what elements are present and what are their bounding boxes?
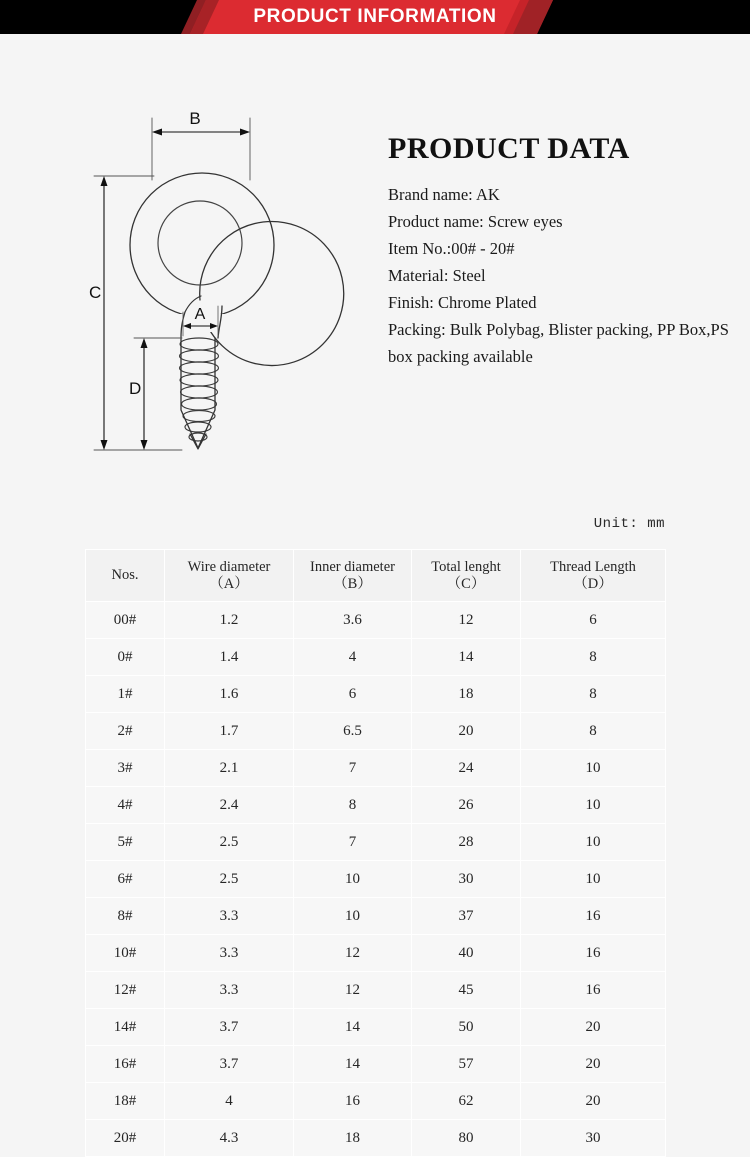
cell-value: 20 xyxy=(521,1083,666,1120)
cell-value: 50 xyxy=(412,1009,521,1046)
table-row xyxy=(86,1046,666,1083)
cell-value: 6 xyxy=(521,602,666,639)
table-row xyxy=(86,750,666,787)
cell-value: 1.2 xyxy=(165,602,294,639)
spec-brand-name: Brand name: AK xyxy=(388,185,500,204)
cell-value: 10 xyxy=(521,861,666,898)
cell-value: 40 xyxy=(412,935,521,972)
cell-value: 30 xyxy=(521,1120,666,1157)
cell-value: 20 xyxy=(521,1046,666,1083)
cell-value: 57 xyxy=(412,1046,521,1083)
cell-value: 45 xyxy=(412,972,521,1009)
cell-nos: 4# xyxy=(86,787,165,824)
cell-value: 14 xyxy=(294,1046,412,1083)
screw-eye-diagram xyxy=(82,100,382,460)
spec-material: Material: Steel xyxy=(388,266,486,285)
table-row xyxy=(86,713,666,750)
spec-product-name: Product name: Screw eyes xyxy=(388,212,563,231)
cell-value: 16 xyxy=(521,935,666,972)
cell-value: 80 xyxy=(412,1120,521,1157)
banner-title: PRODUCT INFORMATION xyxy=(253,6,497,27)
cell-value: 30 xyxy=(412,861,521,898)
table-row xyxy=(86,898,666,935)
cell-nos: 10# xyxy=(86,935,165,972)
cell-nos: 00# xyxy=(86,602,165,639)
cell-value: 10 xyxy=(521,824,666,861)
cell-value: 4 xyxy=(294,639,412,676)
unit-label: Unit: mm xyxy=(593,516,665,532)
cell-nos: 5# xyxy=(86,824,165,861)
cell-value: 1.7 xyxy=(165,713,294,750)
cell-value: 4.3 xyxy=(165,1120,294,1157)
cell-value: 18 xyxy=(294,1120,412,1157)
spec-table-head xyxy=(86,550,666,602)
column-header-wire-diameter xyxy=(165,550,294,602)
cell-value: 14 xyxy=(294,1009,412,1046)
cell-value: 12 xyxy=(294,972,412,1009)
column-header-inner-diameter-sub: （B） xyxy=(333,575,372,592)
cell-value: 1.6 xyxy=(165,676,294,713)
cell-value: 2.1 xyxy=(165,750,294,787)
cell-value: 10 xyxy=(294,898,412,935)
column-header-thread-length xyxy=(521,550,666,602)
cell-value: 3.7 xyxy=(165,1009,294,1046)
cell-value: 3.6 xyxy=(294,602,412,639)
cell-value: 12 xyxy=(412,602,521,639)
dimension-label-b: B xyxy=(189,109,201,128)
table-row xyxy=(86,1009,666,1046)
cell-value: 8 xyxy=(521,639,666,676)
cell-value: 6.5 xyxy=(294,713,412,750)
spec-finish: Finish: Chrome Plated xyxy=(388,293,537,312)
cell-value: 8 xyxy=(521,676,666,713)
cell-nos: 1# xyxy=(86,676,165,713)
column-header-total-length xyxy=(412,550,521,602)
table-row xyxy=(86,935,666,972)
table-row xyxy=(86,861,666,898)
cell-value: 28 xyxy=(412,824,521,861)
cell-nos: 12# xyxy=(86,972,165,1009)
table-row xyxy=(86,1083,666,1120)
cell-value: 3.3 xyxy=(165,935,294,972)
cell-value: 16 xyxy=(294,1083,412,1120)
table-row xyxy=(86,602,666,639)
cell-value: 2.5 xyxy=(165,861,294,898)
table-row xyxy=(86,676,666,713)
spec-packing: Packing: Bulk Polybag, Blister packing, PP Box,PS box packing available xyxy=(388,320,729,366)
cell-nos: 14# xyxy=(86,1009,165,1046)
cell-value: 10 xyxy=(521,787,666,824)
table-row xyxy=(86,1120,666,1157)
dimension-label-d: D xyxy=(129,379,142,398)
column-header-thread-length-sub: （D） xyxy=(573,575,613,592)
column-header-inner-diameter xyxy=(294,550,412,602)
page-body xyxy=(0,34,750,1146)
column-header-nos xyxy=(86,550,165,602)
cell-value: 37 xyxy=(412,898,521,935)
spec-table-container xyxy=(85,549,665,1157)
table-row xyxy=(86,824,666,861)
cell-nos: 20# xyxy=(86,1120,165,1157)
table-row xyxy=(86,639,666,676)
page-header-banner xyxy=(0,0,750,34)
cell-value: 7 xyxy=(294,824,412,861)
cell-nos: 18# xyxy=(86,1083,165,1120)
cell-nos: 16# xyxy=(86,1046,165,1083)
cell-value: 3.7 xyxy=(165,1046,294,1083)
cell-value: 12 xyxy=(294,935,412,972)
column-header-wire-diameter-main: Wire diameter xyxy=(187,558,271,575)
spec-item-no: Item No.:00# - 20# xyxy=(388,239,515,258)
cell-value: 16 xyxy=(521,972,666,1009)
cell-value: 2.5 xyxy=(165,824,294,861)
spec-table xyxy=(85,549,666,1157)
column-header-thread-length-main: Thread Length xyxy=(550,558,636,575)
cell-value: 26 xyxy=(412,787,521,824)
cell-nos: 8# xyxy=(86,898,165,935)
cell-nos: 2# xyxy=(86,713,165,750)
cell-value: 3.3 xyxy=(165,898,294,935)
cell-value: 18 xyxy=(412,676,521,713)
cell-value: 16 xyxy=(521,898,666,935)
column-header-total-length-sub: （C） xyxy=(446,575,486,592)
product-data-title: PRODUCT DATA xyxy=(388,132,630,165)
product-data-list xyxy=(388,181,738,370)
cell-value: 4 xyxy=(165,1083,294,1120)
cell-value: 20 xyxy=(412,713,521,750)
cell-nos: 3# xyxy=(86,750,165,787)
cell-value: 10 xyxy=(521,750,666,787)
cell-value: 24 xyxy=(412,750,521,787)
cell-value: 1.4 xyxy=(165,639,294,676)
cell-value: 8 xyxy=(294,787,412,824)
cell-value: 7 xyxy=(294,750,412,787)
column-header-nos-main: Nos. xyxy=(111,567,139,583)
cell-value: 6 xyxy=(294,676,412,713)
dimension-label-c: C xyxy=(89,283,102,302)
column-header-total-length-main: Total lenght xyxy=(431,558,501,575)
product-data-section xyxy=(388,132,738,370)
column-header-wire-diameter-sub: （A） xyxy=(209,575,249,592)
cell-nos: 0# xyxy=(86,639,165,676)
table-row xyxy=(86,787,666,824)
cell-value: 10 xyxy=(294,861,412,898)
spec-table-header-row xyxy=(86,550,666,602)
cell-value: 20 xyxy=(521,1009,666,1046)
column-header-inner-diameter-main: Inner diameter xyxy=(310,558,395,575)
table-row xyxy=(86,972,666,1009)
cell-nos: 6# xyxy=(86,861,165,898)
cell-value: 3.3 xyxy=(165,972,294,1009)
cell-value: 62 xyxy=(412,1083,521,1120)
cell-value: 8 xyxy=(521,713,666,750)
spec-table-body xyxy=(86,602,666,1157)
cell-value: 14 xyxy=(412,639,521,676)
cell-value: 2.4 xyxy=(165,787,294,824)
dimension-label-a: A xyxy=(194,306,206,323)
